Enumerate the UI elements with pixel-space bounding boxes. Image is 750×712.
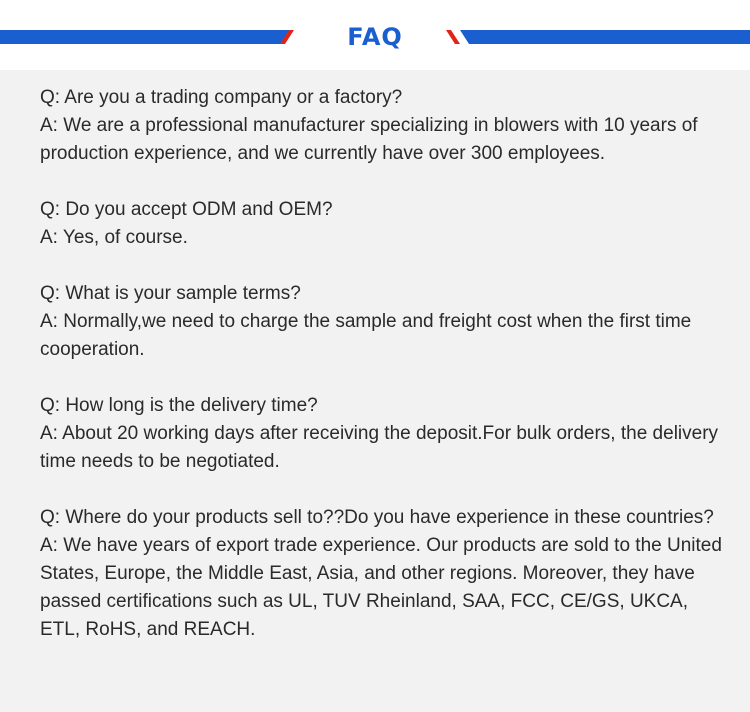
faq-item: [40, 84, 730, 168]
faq-answer: A: We have years of export trade experience. Our products are sold to the United States, Europe, the Middle East, Asia, and other regions. Moreover, they have passed certifications such as UL, TUV Rheinland, SAA, FCC, CE/GS, UKCA, ETL, RoHS, and REACH.: [40, 535, 722, 640]
faq-item: [40, 392, 730, 476]
faq-answer: A: About 20 working days after receiving the deposit.For bulk orders, the delivery time needs to be negotiated.: [40, 423, 719, 472]
faq-item: [40, 504, 730, 644]
faq-question: Q: How long is the delivery time?: [40, 395, 318, 416]
faq-question: Q: Where do your products sell to??Do you have experience in these countries?: [40, 507, 714, 528]
faq-question: Q: Do you accept ODM and OEM?: [40, 199, 333, 220]
faq-answer: A: Yes, of course.: [40, 227, 188, 248]
faq-answer: A: Normally,we need to charge the sample and freight cost when the first time cooperation.: [40, 311, 692, 360]
faq-question: Q: What is your sample terms?: [40, 283, 301, 304]
faq-header: [0, 0, 750, 70]
faq-item: [40, 280, 730, 364]
faq-answer: A: We are a professional manufacturer specializing in blowers with 10 years of production experience, and we currently have over 300 employees.: [40, 115, 698, 164]
faq-item: [40, 196, 730, 252]
page-title: FAQ: [347, 23, 403, 51]
faq-list: [40, 84, 730, 672]
faq-question: Q: Are you a trading company or a factory?: [40, 87, 403, 108]
